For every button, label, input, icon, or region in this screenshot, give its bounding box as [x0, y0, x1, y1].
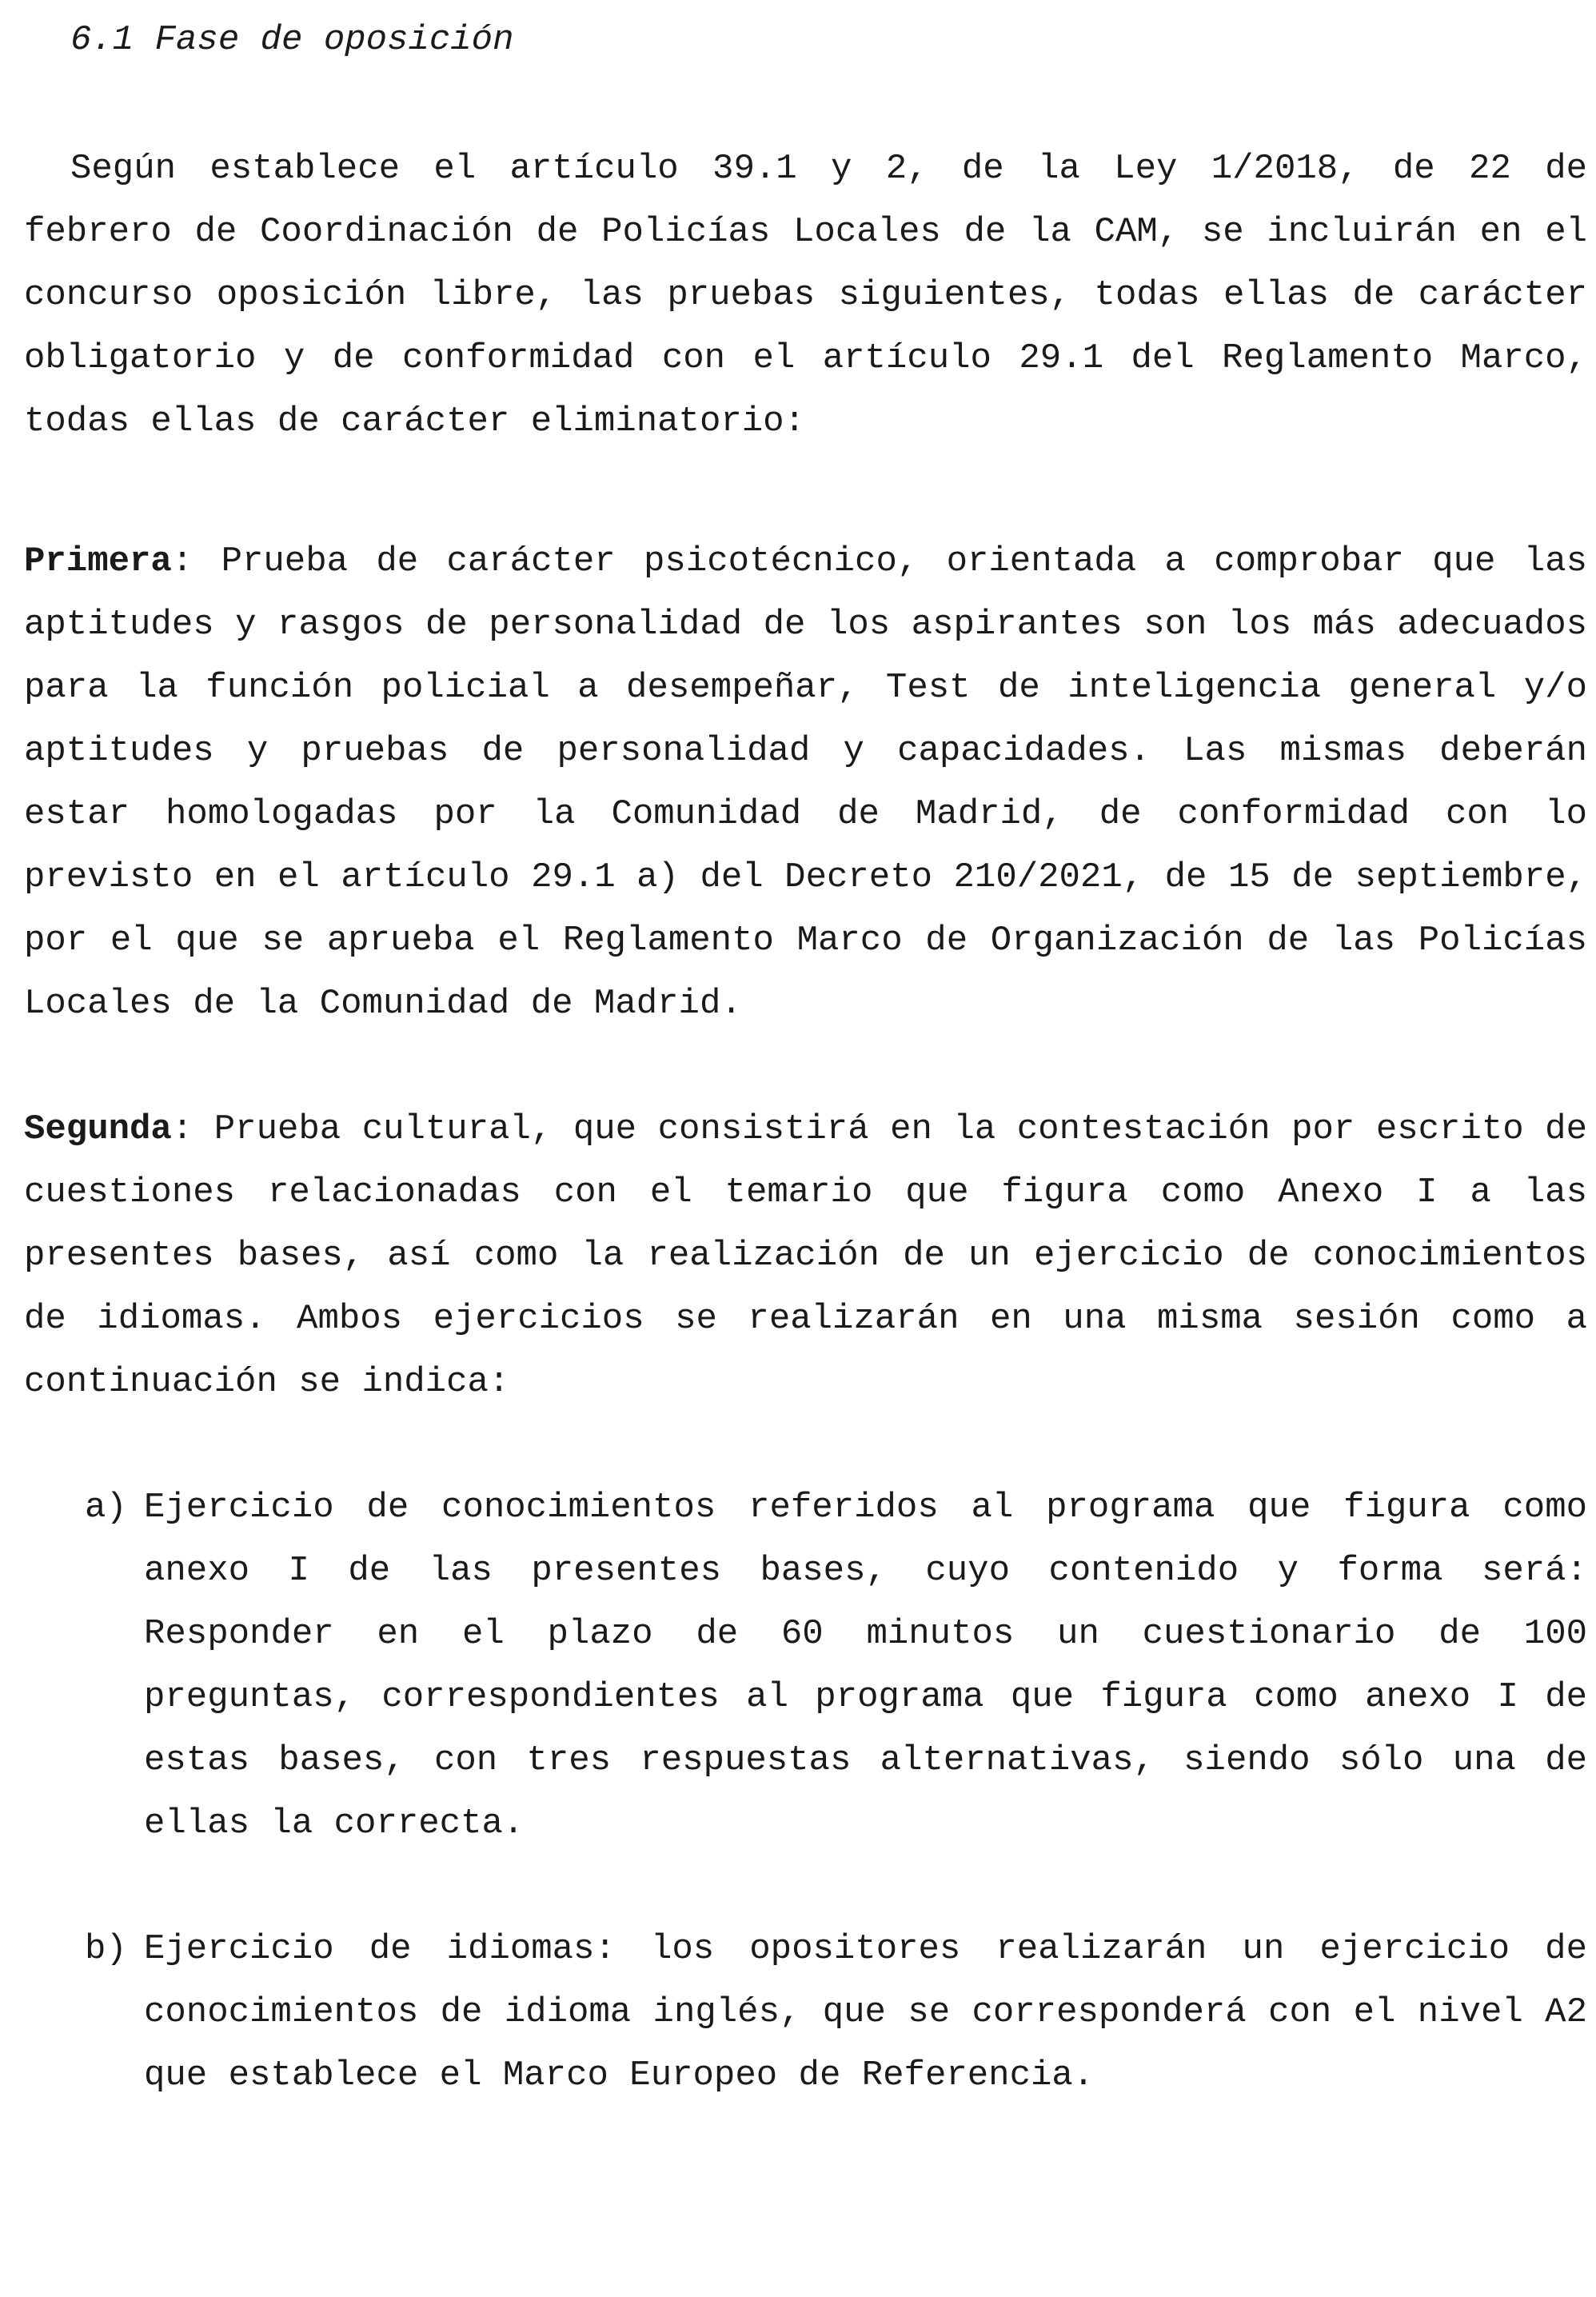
spacer — [24, 1036, 1587, 1098]
list-marker-a: a) — [85, 1488, 127, 1528]
segunda-text: : Prueba cultural, que consistirá en la contestación por escrito de cuestiones relacionadas con el temario que figura como Anexo I a las presentes bases, así como la realización de un ejercicio de conocimientos de idiomas. Ambos ejercicios se realizarán en una misma sesión como a continuación se indica: — [24, 1109, 1587, 1402]
list-item-a — [24, 1476, 1587, 1856]
intro-paragraph: Según establece el artículo 39.1 y 2, de la Ley 1/2018, de 22 de febrero de Coordinación de Policías Locales de la CAM, se incluirán en el concurso oposición libre, las pruebas siguientes, todas ellas de carácter obligatorio y de conformidad con el artículo 29.1 del Reglamento Marco, todas ellas de carácter eliminatorio: — [24, 149, 1587, 441]
list-item-b-text: Ejercicio de idiomas: los opositores realizarán un ejercicio de conocimientos de idioma inglés, que se corresponderá con el nivel A2 que establece el Marco Europeo de Referencia. — [144, 1929, 1587, 2095]
spacer — [24, 1856, 1587, 1918]
list-item-b — [24, 1918, 1587, 2107]
spacer — [24, 1414, 1587, 1476]
spacer — [24, 64, 1587, 138]
primera-term: Primera — [24, 541, 172, 581]
section-title: 6.1 Fase de oposición — [70, 20, 514, 60]
primera-paragraph — [24, 530, 1587, 1036]
segunda-term: Segunda — [24, 1109, 172, 1149]
segunda-paragraph — [24, 1098, 1587, 1414]
spacer — [24, 453, 1587, 530]
primera-text: : Prueba de carácter psicotécnico, orientada a comprobar que las aptitudes y rasgos de personalidad de los aspirantes son los más adecuados para la función policial a desempeñar, Test de inteligencia general y/o aptitudes y pruebas de personalidad y capacidades. Las mismas deberán estar homologadas por la Comunidad de Madrid, de conformidad con lo previsto en el artículo 29.1 a) del Decreto 210/2021, de 15 de septiembre, por el que se aprueba el Reglamento Marco de Organización de las Policías Locales de la Comunidad de Madrid. — [24, 541, 1587, 1024]
list-item-a-text: Ejercicio de conocimientos referidos al programa que figura como anexo I de las presentes bases, cuyo contenido y forma será: Responder en el plazo de 60 minutos un cuestionario de 100 preguntas, correspondientes al programa que figura como anexo I de estas bases, con tres respuestas alternativas, siendo sólo una de ellas la correcta. — [144, 1488, 1587, 1844]
document-page — [24, 16, 1587, 2107]
list-marker-b: b) — [85, 1929, 127, 1969]
